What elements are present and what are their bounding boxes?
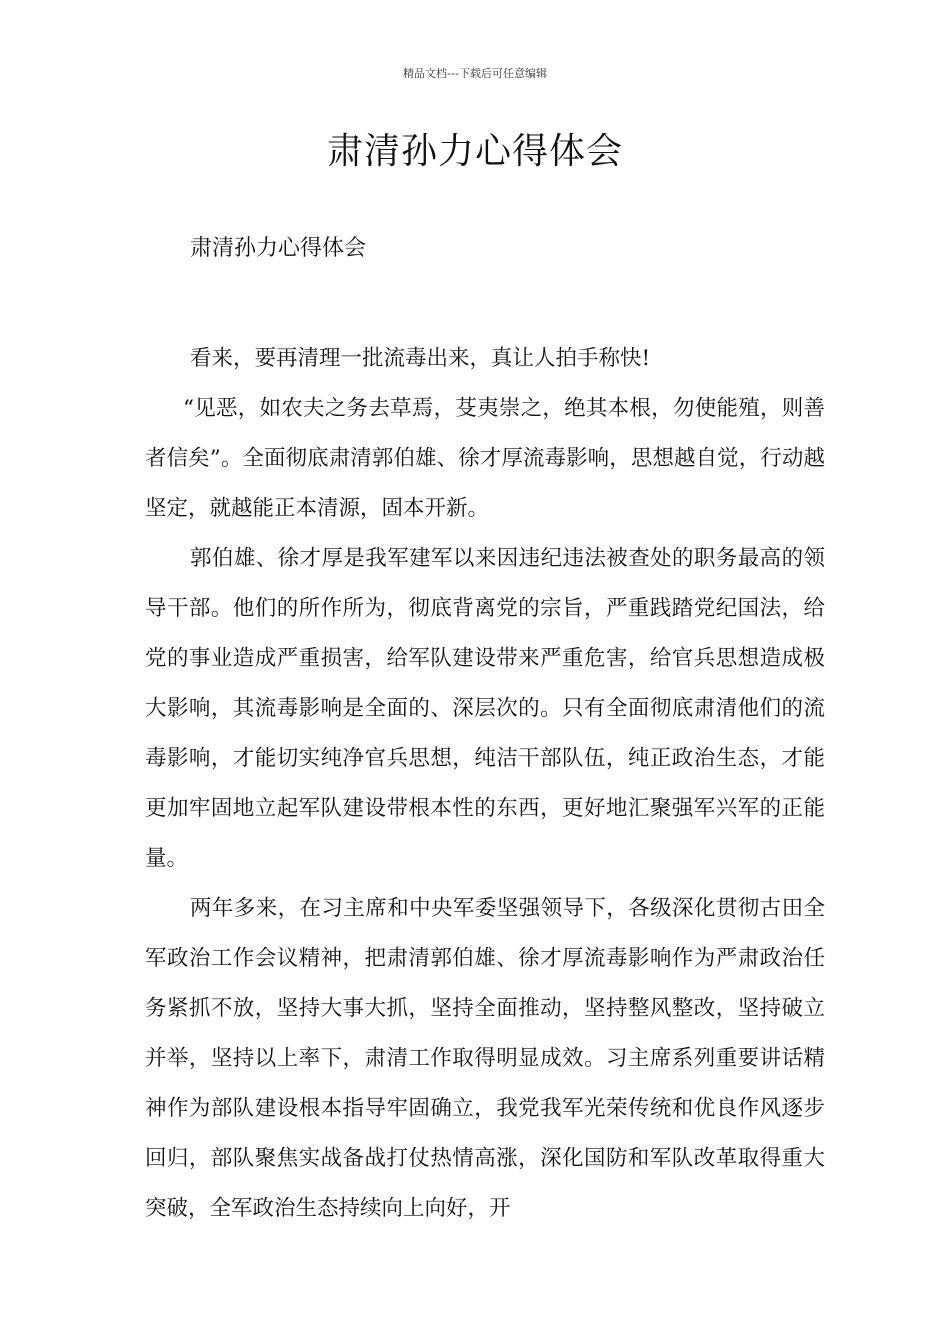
paragraph-2: “见恶，如农夫之务去草焉，芟夷崇之，绝其本根，勿使能殖，则善者信矣”。全面彻底肃清郭伯雄、徐才厚流毒影响，思想越自觉，行动越坚定，就越能正本清源，固本开新。 [145,396,825,521]
document-title: 肃清孙力心得体会 [326,131,623,172]
document-subtitle: 肃清孙力心得体会 [190,236,367,261]
header-note: 精品文档---下载后可任意编辑 [403,67,547,80]
paragraph-3: 郭伯雄、徐才厚是我军建军以来因违纪违法被查处的职务最高的领导干部。他们的所作所为，彻底背离党的宗旨，严重践踏党纪国法，给党的事业造成严重损害，给军队建设带来严重危害，给官兵思想造成极大影响，其流毒影响是全面的、深层次的。只有全面彻底肃清他们的流毒影响，才能切实纯净官兵思想，纯洁干部队伍，纯正政治生态，才能更加牢固地立起军队建设带根本性的东西，更好地汇聚强军兴军的正能量。 [145,546,825,871]
paragraph-1: 看来，要再清理一批流毒出来，真让人拍手称快! [190,346,651,371]
paragraph-4: 两年多来，在习主席和中央军委坚强领导下，各级深化贯彻古田全军政治工作会议精神，把肃清郭伯雄、徐才厚流毒影响作为严肃政治任务紧抓不放，坚持大事大抓，坚持全面推动，坚持整风整改，坚持破立并举，坚持以上率下，肃清工作取得明显成效。习主席系列重要讲话精神作为部队建设根本指导牢固确立，我党我军光荣传统和优良作风逐步回归，部队聚焦实战备战打仗热情高涨，深化国防和军队改革取得重大突破，全军政治生态持续向上向好，开 [145,896,825,1221]
document-body [145,334,825,1234]
